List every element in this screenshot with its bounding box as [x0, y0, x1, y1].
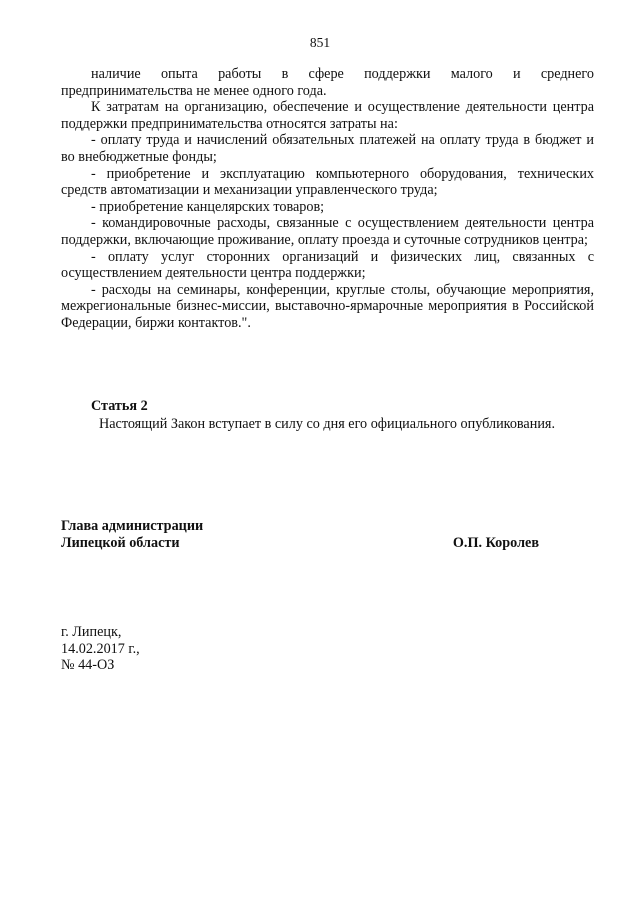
- place-city: г. Липецк,: [61, 624, 122, 640]
- signature-position-line2: Липецкой области: [61, 534, 180, 551]
- place-date-block: [61, 624, 361, 674]
- signature-name: О.П. Королев: [452, 534, 539, 551]
- paragraph-item-events: - расходы на семинары, конференции, круглые столы, обучающие мероприятия, межрегиональные бизнес-миссии, выставочно-ярмарочные мероприятия в Российской Федерации, биржи контактов.".: [61, 281, 594, 331]
- signature-block: [61, 518, 539, 551]
- paragraph-item-services: - оплату услуг сторонних организаций и физических лиц, связанных с осуществлением деятельности центра поддержки;: [61, 248, 594, 282]
- article-title: Статья 2: [91, 398, 148, 414]
- document-body: [61, 66, 594, 332]
- paragraph-experience: наличие опыта работы в сфере поддержки малого и среднего предпринимательства не менее одного года.: [61, 66, 594, 99]
- paragraph-item-equipment: - приобретение и эксплуатацию компьютерного оборудования, технических средств автоматизации и механизации управленческого труда;: [61, 165, 594, 199]
- law-number: № 44-ОЗ: [61, 657, 115, 674]
- paragraph-item-stationery: - приобретение канцелярских товаров;: [91, 198, 325, 215]
- signature-position-line1: Глава администрации: [61, 518, 204, 534]
- signature-line: [61, 535, 539, 552]
- paragraph-item-travel: - командировочные расходы, связанные с осуществлением деятельности центра поддержки, включающие проживание, оплату проезда и суточные сотрудников центра;: [61, 215, 594, 248]
- article-text: Настоящий Закон вступает в силу со дня его официального опубликования.: [99, 415, 555, 432]
- page-number: 851: [309, 35, 331, 50]
- paragraph-costs-intro: К затратам на организацию, обеспечение и осуществление деятельности центра поддержки предпринимательства относятся затраты на:: [61, 99, 594, 132]
- place-date: 14.02.2017 г.,: [61, 640, 140, 657]
- article-2: [61, 398, 594, 432]
- paragraph-item-salary: - оплату труда и начислений обязательных платежей на оплату труда в бюджет и во внебюджетные фонды;: [61, 132, 594, 165]
